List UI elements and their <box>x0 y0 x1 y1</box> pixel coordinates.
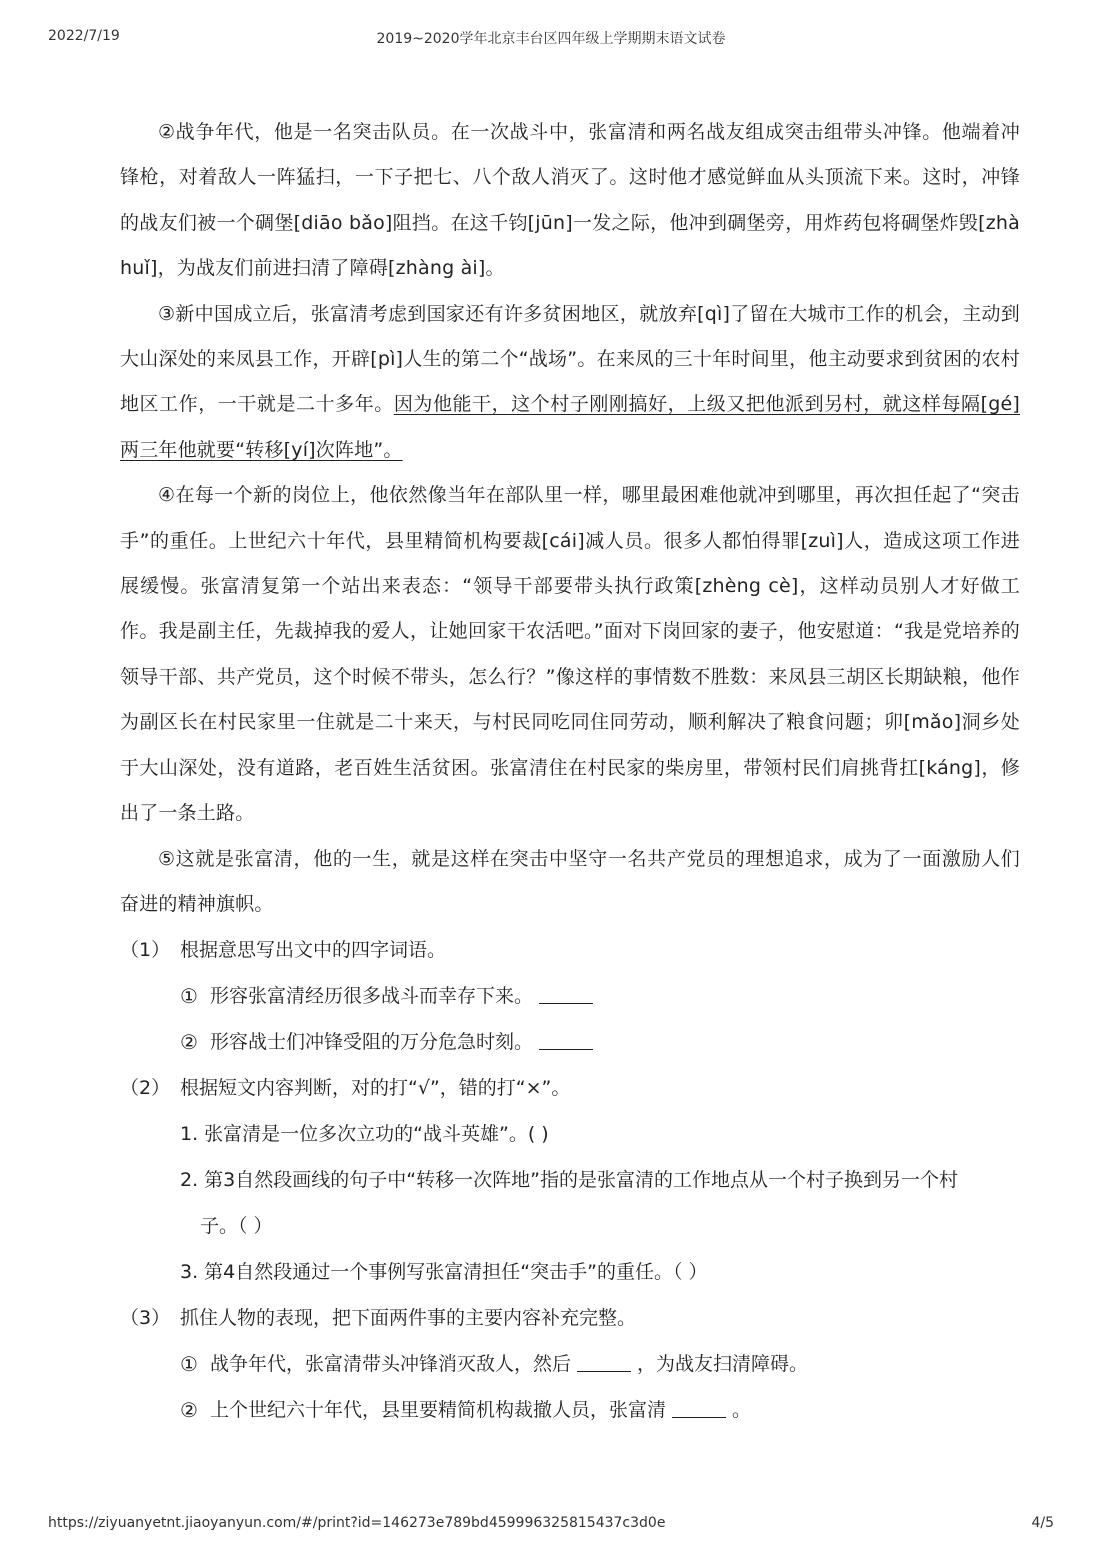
item-text: 1. 张富清是一位多次立功的“战斗英雄”。( ) <box>180 1123 549 1146</box>
document-body <box>120 110 1020 1433</box>
underlined-sentence: 因为他能干，这个村子刚刚搞好，上级又把他派到另村，就这样每隔[gé]两三年他就要“转移[yí]次阵地”。 <box>120 393 1020 461</box>
question-1-sub-2-text: 形容战士们冲锋受阻的万分危急时刻。 <box>210 1031 534 1054</box>
question-2 <box>120 1065 1020 1111</box>
question-3-sub-1 <box>120 1341 1020 1387</box>
item-text-continued: 子。（ ） <box>200 1215 273 1238</box>
sub-text-after: ，为战友扫清障碍。 <box>637 1353 809 1376</box>
sub-text-after: 。 <box>732 1399 752 1422</box>
question-1-sub-1-text: 形容张富清经历很多战斗而幸存下来。 <box>210 985 534 1008</box>
answer-blank[interactable] <box>539 981 593 1004</box>
paragraph-3 <box>120 292 1020 474</box>
sub-text-before: 上个世纪六十年代，县里要精简机构裁撤人员，张富清 <box>210 1399 667 1422</box>
item-text: 3. 第4自然段通过一个事例写张富清担任“突击手”的重任。（ ） <box>180 1261 708 1284</box>
question-3 <box>120 1295 1020 1341</box>
item-text: 2. 第3自然段画线的句子中“转移一次阵地”指的是张富清的工作地点从一个村子换到另一个村 <box>180 1169 958 1192</box>
question-2-number: （2） <box>120 1077 171 1100</box>
question-2-item-1 <box>120 1111 1020 1157</box>
question-1 <box>120 927 1020 973</box>
paragraph-2: ②战争年代，他是一名突击队员。在一次战斗中，张富清和两名战友组成突击组带头冲锋。他端着冲锋枪，对着敌人一阵猛扫，一下子把七、八个敌人消灭了。这时他才感觉鲜血从头顶流下来。这时，冲锋的战友们被一个碉堡[diāo bǎo]阻挡。在这千钧[jūn]一发之际，他冲到碉堡旁，用炸药包将碉堡炸毁[zhà huǐ]，为战友们前进扫清了障碍[zhàng ài]。 <box>120 121 1020 280</box>
header-date: 2022/7/19 <box>48 28 120 44</box>
answer-blank[interactable] <box>672 1395 726 1418</box>
page-number: 4/5 <box>1031 1515 1054 1531</box>
question-1-text: 根据意思写出文中的四字词语。 <box>180 939 447 962</box>
answer-blank[interactable] <box>539 1027 593 1050</box>
question-1-number: （1） <box>120 939 171 962</box>
header-title: 2019~2020学年北京丰台区四年级上学期期末语文试卷 <box>376 31 726 47</box>
circled-number: ② <box>180 1030 198 1055</box>
question-2-item-3 <box>120 1249 1020 1295</box>
answer-blank[interactable] <box>577 1349 631 1372</box>
circled-number: ① <box>180 1352 198 1377</box>
paragraph-5: ⑤这就是张富清，他的一生，就是这样在突击中坚守一名共产党员的理想追求，成为了一面激励人们奋进的精神旗帜。 <box>120 847 1020 915</box>
circled-number: ② <box>180 1398 198 1423</box>
circled-number: ① <box>180 984 198 1009</box>
paragraph-4: ④在每一个新的岗位上，他依然像当年在部队里一样，哪里最困难他就冲到哪里，再次担任起了“突击手”的重任。上世纪六十年代，县里精简机构要裁[cái]减人员。很多人都怕得罪[zuì]人，造成这项工作进展缓慢。张富清复第一个站出来表态：“领导干部要带头执行政策[zhèng cè]，这样动员别人才好做工作。我是副主任，先裁掉我的爱人，让她回家干农活吧。”面对下岗回家的妻子，他安慰道：“我是党培养的领导干部、共产党员，这个时候不带头，怎么行？”像这样的事情数不胜数：来凤县三胡区长期缺粮，他作为副区长在村民家里一住就是二十来天，与村民同吃同住同劳动，顺利解决了粮食问题；卯[mǎo]洞乡处于大山深处，没有道路，老百姓生活贫困。张富清住在村民家的柴房里，带领村民们肩挑背扛[káng]，修出了一条土路。 <box>120 484 1020 825</box>
question-3-text: 抓住人物的表现，把下面两件事的主要内容补充完整。 <box>180 1307 637 1330</box>
question-3-number: （3） <box>120 1307 171 1330</box>
footer-url: https://ziyuanyetnt.jiaoyanyun.com/#/print?id=146273e789bd459996325815437c3d0e <box>48 1515 666 1531</box>
question-1-sub-2 <box>120 1019 1020 1065</box>
paragraph-3-text: ③新中国成立后，张富清考虑到国家还有许多贫困地区，就放弃[qì]了留在大城市工作的机会，主动到大山深处的来凤县工作，开辟[pì]人生的第二个“战场”。在来凤的三十年时间里，他主动要求到贫困的农村地区工作，一干就是二十多年。 <box>120 302 1020 416</box>
sub-text-before: 战争年代，张富清带头冲锋消灭敌人，然后 <box>210 1353 572 1376</box>
question-3-sub-2 <box>120 1387 1020 1433</box>
question-2-item-2 <box>120 1157 1020 1249</box>
question-1-sub-1 <box>120 973 1020 1019</box>
question-2-text: 根据短文内容判断，对的打“√”，错的打“×”。 <box>180 1077 571 1100</box>
